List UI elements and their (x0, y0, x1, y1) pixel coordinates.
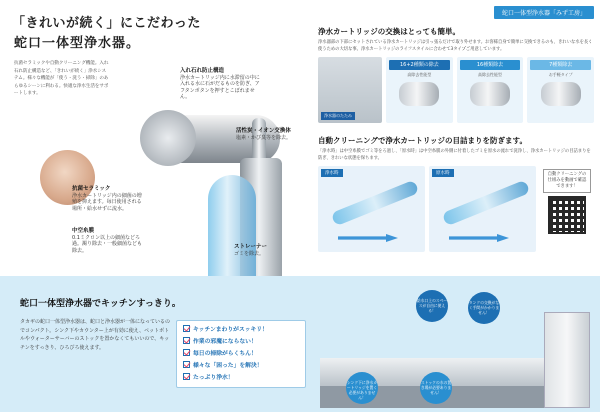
cartridge-card (457, 57, 524, 123)
callout-ceramic-title: 抗菌セラミック (72, 186, 111, 192)
checklist-item (183, 348, 299, 360)
callout-prevent-text: 浄水カートリッジ内に水滞留の中に入れる水に石がだるものを防ぎ、アフタンボタンを押すとこぼれません。 (180, 74, 260, 100)
checklist-text: 毎日の掃除がらくちん！ (193, 351, 257, 357)
qr-code-icon[interactable] (548, 196, 586, 234)
callout-strainer-title: ストレーナー (234, 244, 268, 250)
callout-ceramic (72, 186, 146, 212)
callout-hollow-text: 0.1ミクロン以上の細菌などろ過。濁り除去・一般細菌なども除去。 (72, 234, 143, 254)
cartridge-card (527, 57, 594, 123)
checklist-text: キッチンまわりがスッキリ！ (193, 327, 268, 333)
callout-prevent-title: 入れ石れ防止構造 (180, 68, 225, 74)
callout-strainer-text: ゴミを除去。 (234, 250, 265, 257)
headline-line1: 「きれいが続く」にこだわった (12, 16, 201, 31)
diagram-filtering (318, 166, 425, 252)
cleaning-heading: 自動クリーニングで浄水カートリッジの目詰まりを防ぎます。 (318, 136, 527, 145)
callout-activated-text: 塩素・かび臭等を除去。 (236, 134, 292, 141)
cartridge-text: 浄水器部の下部にセットされている浄水カートリッジは引っ張るだけで取り外せます。お客様自身で簡単に交換できるのも、きれいな水を長く使うための大切な事。浄水カートリッジのライフスタイルに合わせて3タイプご用意しています。 (318, 40, 593, 52)
headline-line2: 蛇口一体型浄水器。 (14, 36, 141, 51)
corner-tag: 蛇口一体型浄水器「みず工房」 (494, 6, 594, 19)
diagram-raw (429, 166, 536, 252)
kitchen-photo-label: 浄水器のたたみ (321, 112, 355, 120)
cartridge-image (399, 82, 439, 106)
checklist-text: たっぷり浄水！ (193, 375, 234, 381)
check-icon (183, 373, 190, 380)
checklist-item (183, 372, 299, 384)
cartridge-image (541, 82, 581, 106)
qr-caption: 自動クリーニングの仕組みを動画で確認できます！ (543, 169, 591, 193)
right-column (318, 26, 594, 252)
callout-prevent (180, 68, 260, 101)
intro-text: 抗菌セラミックや自動クリーニング機能。入れ石れ防止構造など、「きれいが続く」浄水システム。様々な機能が「使う・洗う・掃除」のあらゆるシーンに利わる。快適な浄水生活をサポートします。 (14, 61, 109, 96)
check-icon (183, 349, 190, 356)
cartridge-section (318, 26, 594, 123)
callout-hollow (72, 228, 146, 254)
checklist-item (183, 324, 299, 336)
bottom-text: タカギの蛇口一体型浄水器は、蛇口と浄水器が一体になっているのでコンパクト。シンク下やカウンター上が有効に使え、ペットボトルやウォーターサーバーのストックを置かなくてもいいので、キッチンをすっきり、ひろびろ使えます。 (20, 319, 171, 351)
cleaning-section (318, 135, 594, 252)
checklist-text: 様々な「困った」を解決！ (193, 363, 263, 369)
cartridge-heading: 浄水カートリッジの交換はとっても簡単。 (318, 27, 461, 36)
flow-arrow-icon (338, 234, 398, 242)
callout-activated-title: 活性炭・イオン交換体 (236, 128, 291, 134)
flow-arrow-icon (449, 234, 509, 242)
check-icon (183, 325, 190, 332)
diagram-tag: 原水時 (432, 169, 454, 177)
cartridge-card-title: 16種類除去 (460, 60, 521, 70)
info-bubble: 給水口上のスペースが自由に使える！ (416, 290, 448, 322)
fridge (544, 312, 590, 408)
kitchen-illustration (320, 290, 590, 408)
callout-hollow-title: 中空糸膜 (72, 228, 95, 234)
cartridge-image (470, 82, 510, 106)
checklist-item (183, 360, 299, 372)
checklist-text: 作業の邪魔にならない！ (193, 339, 257, 345)
cartridge-card-sub: 高除去性能型 (407, 72, 432, 77)
faucet-illustration (110, 70, 320, 300)
diagram-tag: 浄水時 (321, 169, 343, 177)
check-icon (183, 337, 190, 344)
info-bubble: シンク下に浄水カートリッジを置く必要がありません！ (346, 372, 378, 404)
cartridge-card-sub: お手軽タイプ (548, 72, 573, 77)
cartridge-card-title: 16+2種類の除去 (389, 60, 450, 70)
cartridge-pipe (331, 180, 420, 227)
info-bubble: ストックの水の置き場が必要ありません！ (420, 372, 452, 404)
cartridge-card-sub: 高除去性能型 (478, 72, 502, 77)
benefit-checklist (176, 320, 306, 388)
info-bubble: タンクの交換がなく手間がかかりません！ (468, 292, 500, 324)
checklist-item (183, 336, 299, 348)
cartridge-pipe (442, 180, 531, 227)
cartridge-card-title: 7種類除去 (530, 60, 591, 70)
qr-box (540, 166, 594, 252)
check-icon (183, 361, 190, 368)
callout-strainer (234, 244, 294, 257)
faucet-head (140, 110, 196, 166)
cleaning-text: 「浄水時」は中空糸膜でゴミ等をろ過し、「原水時」は中空糸膜の外側に付着したゴミを原水の流れで洗浄し、浄水カートリッジの目詰まりを防ぎ、きれいな状態を保ちます。 (318, 149, 591, 161)
bottom-title: 蛇口一体型浄水器でキッチンすっきり。 (20, 299, 181, 309)
kitchen-photo (318, 57, 382, 123)
cleaning-diagrams (318, 166, 594, 252)
cartridge-images (318, 57, 594, 123)
callout-ceramic-text: 浄水カートリッジ内の細菌の増殖を抑えます。毎日使用される場所・給水せずに流水。 (72, 192, 142, 212)
callout-activated (236, 128, 310, 141)
cartridge-card (386, 57, 453, 123)
